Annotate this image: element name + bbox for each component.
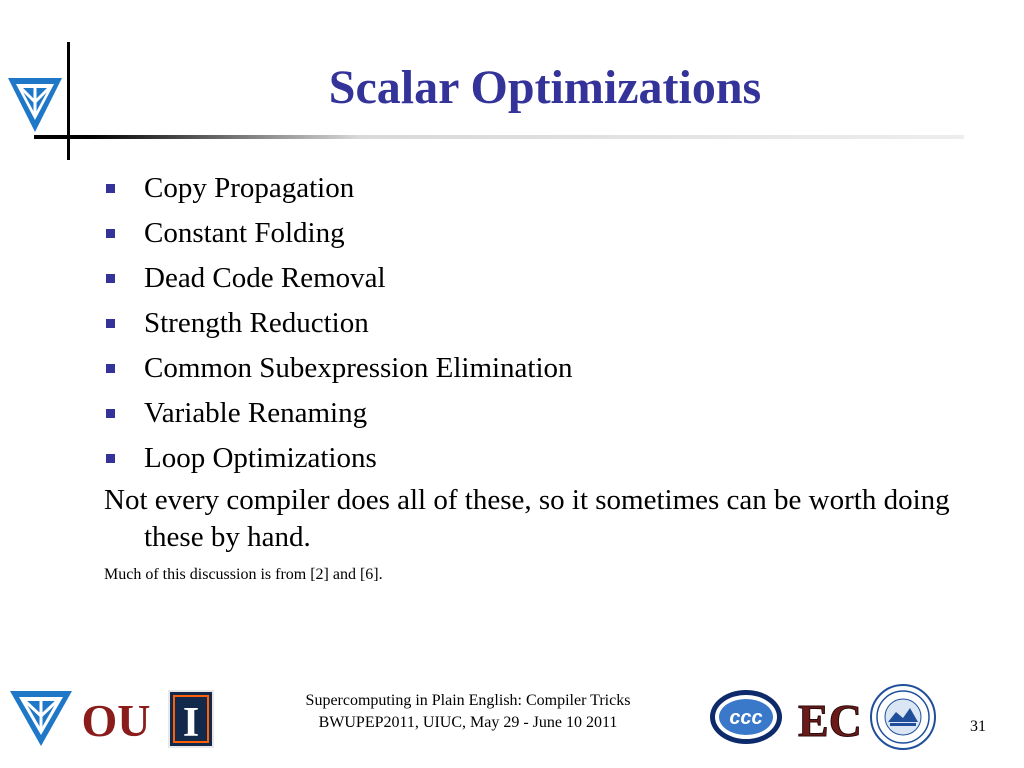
illinois-logo [168,690,214,748]
bullet-text: Dead Code Removal [144,262,386,294]
bullet-square-icon [106,229,115,238]
bullet-text: Strength Reduction [144,307,369,339]
bullet-square-icon [106,364,115,373]
footer-line-2: BWUPEP2011, UIUC, May 29 - June 10 2011 [318,714,618,731]
hamilton-seal-logo [870,684,936,750]
bullet-square-icon [106,184,115,193]
bullet-square-icon [106,274,115,283]
source-note: Much of this discussion is from [2] and [6]. [104,566,383,583]
list-item [104,211,984,256]
body-paragraph: Not every compiler does all of these, so it sometimes can be worth doing these by hand. [104,484,950,553]
ou-logo [81,686,151,748]
bullet-square-icon [106,319,115,328]
bullet-text: Common Subexpression Elimination [144,352,573,384]
list-item [104,436,984,481]
svg-text:EC: EC [798,695,862,746]
slide-title: Scalar Optimizations [328,61,762,114]
ccc-logo [708,688,784,746]
footer-text [248,690,688,734]
list-item [104,391,984,436]
page-number: 31 [970,718,986,735]
bullet-text: Loop Optimizations [144,442,377,474]
bullet-text: Copy Propagation [144,172,355,204]
list-item [104,346,984,391]
bullet-text: Variable Renaming [144,397,368,429]
list-item [104,166,984,211]
footer-line-1: Supercomputing in Plain English: Compiler Tricks [305,692,631,709]
oscer-logo-top [6,74,64,134]
svg-text:OU: OU [81,695,151,746]
svg-text:I: I [182,700,200,746]
header-vertical-rule [67,42,70,160]
bullet-list [104,166,984,481]
bullet-square-icon [106,454,115,463]
svg-text:ccc: ccc [729,707,763,729]
bullet-text: Constant Folding [144,217,345,249]
bullet-square-icon [106,409,115,418]
list-item [104,301,984,346]
ec-logo [798,688,862,746]
oscer-logo-footer [8,688,74,748]
header-horizontal-rule [34,135,964,139]
list-item [104,256,984,301]
